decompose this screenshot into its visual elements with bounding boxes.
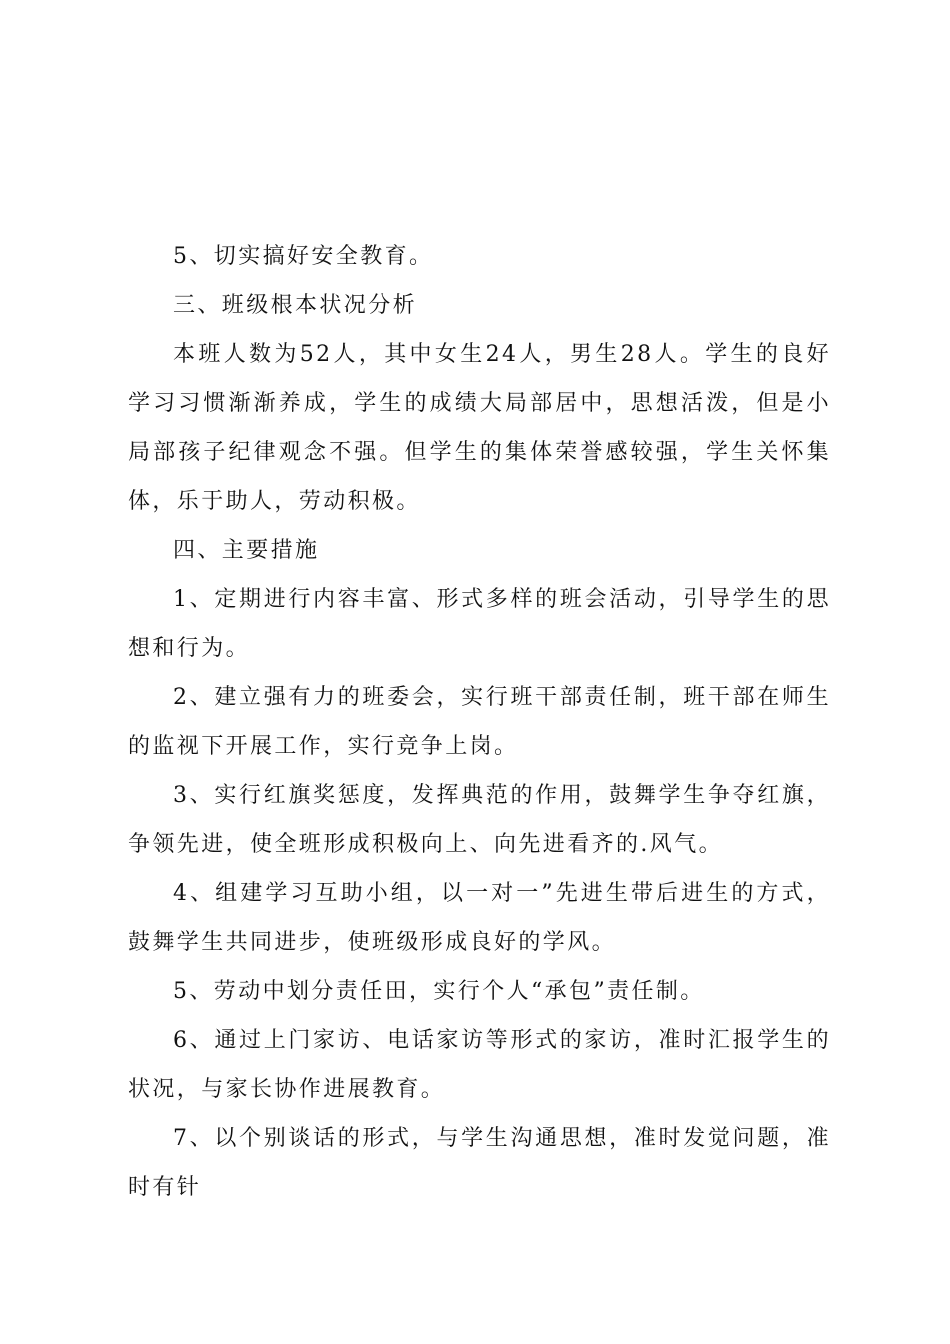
heading-main-measures: 四、主要措施 xyxy=(173,538,320,563)
measure-item-6: 6、通过上门家访、电话家访等形式的家访，准时汇报学生的状况，与家长协作进展教育。 xyxy=(128,1028,831,1102)
measure-item-3: 3、实行红旗奖惩度，发挥典范的作用，鼓舞学生争夺红旗，争领先进，使全班形成积极向上、向先进看齐的.风气。 xyxy=(128,783,831,857)
measure-item-5: 5、劳动中划分责任田，实行个人“承包”责任制。 xyxy=(173,979,705,1004)
measure-item-4: 4、组建学习互助小组，以一对一”先进生带后进生的方式，鼓舞学生共同进步，使班级形成良好的学风。 xyxy=(128,881,831,955)
measure-item-2: 2、建立强有力的班委会，实行班干部责任制，班干部在师生的监视下开展工作，实行竞争上岗。 xyxy=(128,685,831,759)
paragraph-safety-education: 5、切实搞好安全教育。 xyxy=(173,244,434,269)
measure-item-1: 1、定期进行内容丰富、形式多样的班会活动，引导学生的思想和行为。 xyxy=(128,587,831,661)
paragraph-class-overview: 本班人数为52人，其中女生24人，男生28人。学生的良好学习习惯渐渐养成，学生的成绩大局部居中，思想活泼，但是小局部孩子纪律观念不强。但学生的集体荣誉感较强，学生关怀集体，乐于助人，劳动积极。 xyxy=(128,342,831,514)
heading-class-situation: 三、班级根本状况分析 xyxy=(173,293,418,318)
measure-item-7: 7、以个别谈话的形式，与学生沟通思想，准时发觉问题，准时有针 xyxy=(128,1126,831,1200)
document-body xyxy=(128,232,831,1212)
